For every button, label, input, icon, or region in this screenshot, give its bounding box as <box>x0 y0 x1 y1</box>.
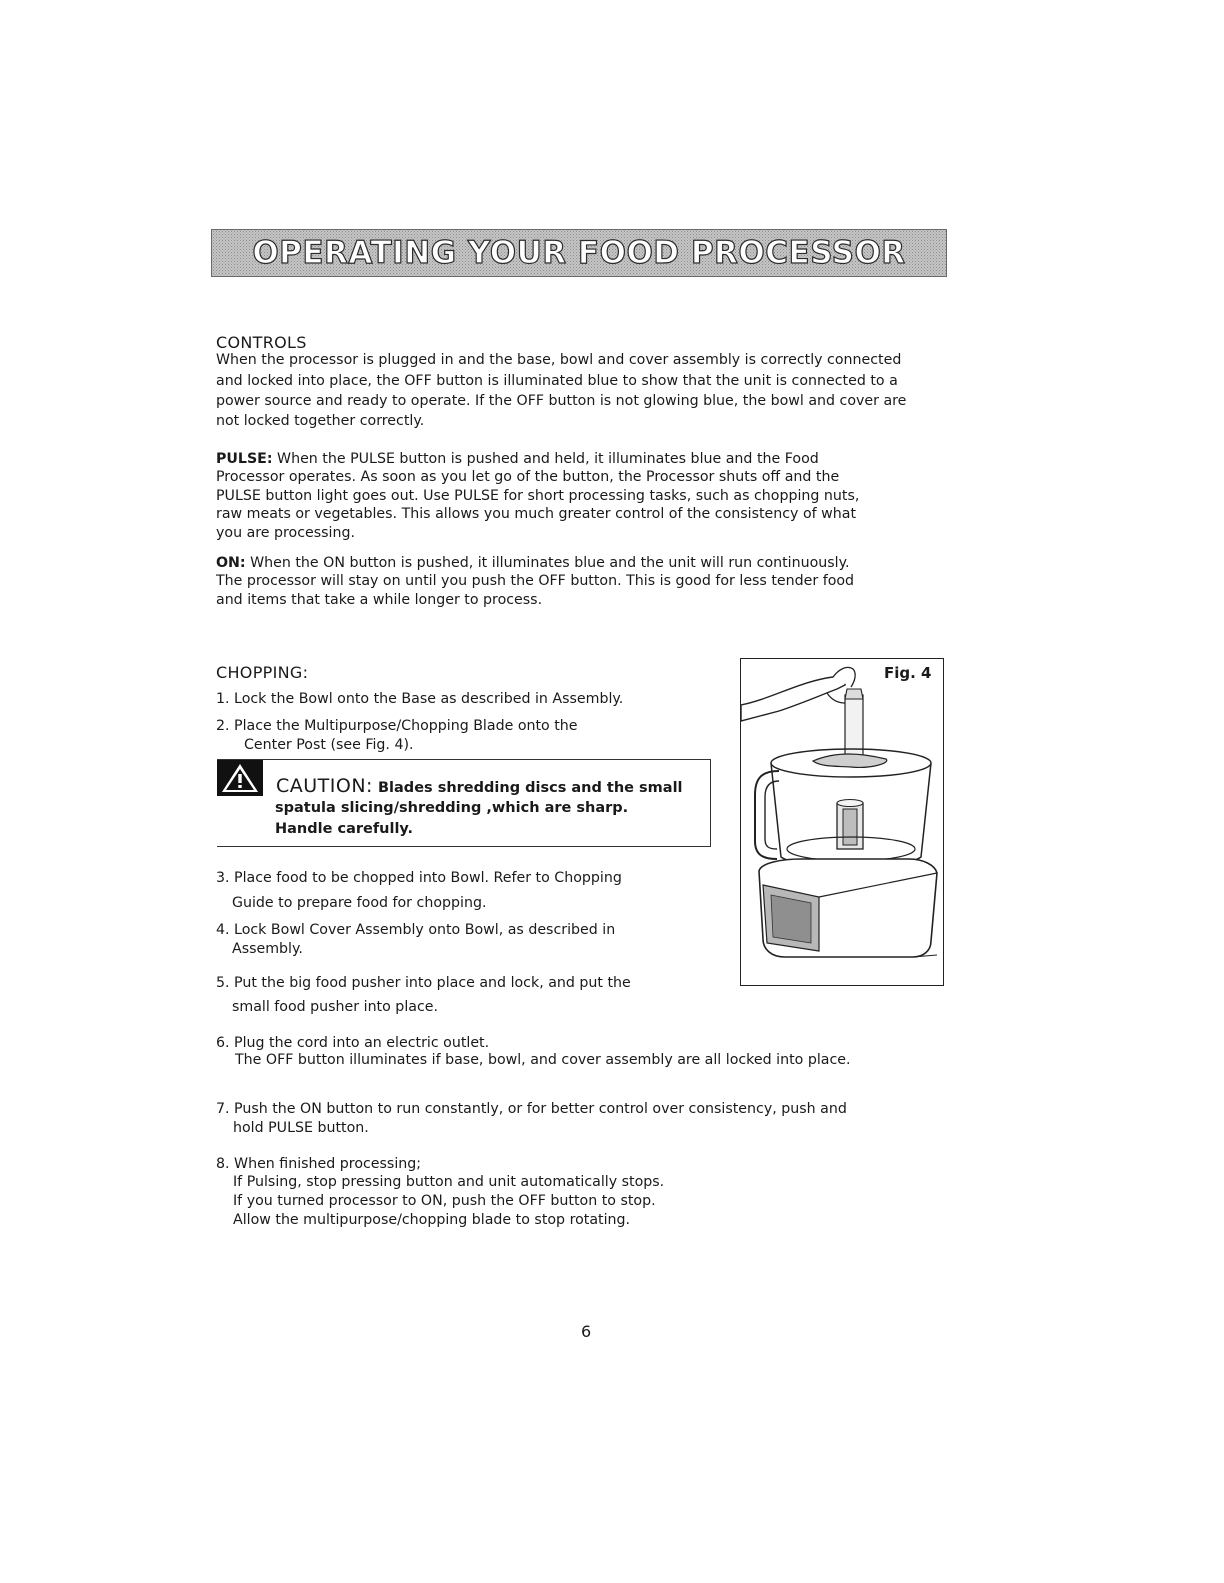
page-number: 6 <box>581 1322 592 1341</box>
chopping-step-7-cont: hold PULSE button. <box>233 1120 369 1136</box>
chopping-step-3: 3. Place food to be chopped into Bowl. Refer to Chopping <box>216 870 622 886</box>
controls-line: and locked into place, the OFF button is illuminated blue to show that the unit is connected to a <box>216 373 898 389</box>
chopping-step-8: 8. When finished processing; <box>216 1156 422 1172</box>
chopping-step-5: 5. Put the big food pusher into place and lock, and put the <box>216 975 631 991</box>
chopping-step-8-line: If you turned processor to ON, push the OFF button to stop. <box>233 1193 656 1209</box>
chopping-step-8-line: Allow the multipurpose/chopping blade to stop rotating. <box>233 1212 631 1228</box>
figure-label: Fig. 4 <box>884 664 932 682</box>
controls-line: When the processor is plugged in and the base, bowl and cover assembly is correctly connected <box>216 352 902 368</box>
pulse-first-text: When the PULSE button is pushed and held, it illuminates blue and the Food <box>272 451 819 467</box>
chopping-step-2-cont: Center Post (see Fig. 4). <box>244 737 414 753</box>
pulse-line: you are processing. <box>216 525 355 541</box>
chopping-step-7: 7. Push the ON button to run constantly, or for better control over consistency, push and <box>216 1101 847 1117</box>
chopping-step-6-cont: The OFF button illuminates if base, bowl, and cover assembly are all locked into place. <box>235 1052 851 1068</box>
caution-label: CAUTION: <box>276 775 373 797</box>
caution-line-2: spatula slicing/shredding ,which are sharp. <box>275 800 629 816</box>
on-line: and items that take a while longer to process. <box>216 592 543 608</box>
chopping-step-8-line: If Pulsing, stop pressing button and unit automatically stops. <box>233 1174 665 1190</box>
pulse-line: Processor operates. As soon as you let go of the button, the Processor shuts off and the <box>216 469 840 485</box>
warning-icon <box>217 760 263 796</box>
pulse-line: raw meats or vegetables. This allows you much greater control of the consistency of what <box>216 506 857 522</box>
controls-line: not locked together correctly. <box>216 413 425 429</box>
chopping-step-5-cont: small food pusher into place. <box>232 999 438 1015</box>
page-title: OPERATING YOUR FOOD PROCESSOR <box>252 235 906 271</box>
caution-line-3: Handle carefully. <box>275 821 414 837</box>
chopping-step-2: 2. Place the Multipurpose/Chopping Blade onto the <box>216 718 578 734</box>
chopping-heading: CHOPPING: <box>216 663 309 682</box>
on-first-text: When the ON button is pushed, it illuminates blue and the unit will run continuously. <box>245 555 850 571</box>
chopping-step-6: 6. Plug the cord into an electric outlet. <box>216 1035 490 1051</box>
caution-text-1: Blades shredding discs and the small <box>372 780 683 796</box>
title-banner <box>211 229 947 277</box>
on-label: ON: <box>216 555 246 571</box>
chopping-step-1: 1. Lock the Bowl onto the Base as described in Assembly. <box>216 691 624 707</box>
food-processor-illustration <box>741 659 942 984</box>
pulse-line: PULSE button light goes out. Use PULSE for short processing tasks, such as chopping nuts, <box>216 488 860 504</box>
controls-heading: CONTROLS <box>216 333 307 352</box>
on-line: The processor will stay on until you push the OFF button. This is good for less tender food <box>216 573 855 589</box>
figure-4-box <box>740 658 944 986</box>
controls-line: power source and ready to operate. If the OFF button is not glowing blue, the bowl and cover are <box>216 393 907 409</box>
chopping-step-3-cont: Guide to prepare food for chopping. <box>232 895 487 911</box>
chopping-step-4-cont: Assembly. <box>232 941 303 957</box>
caution-line-1 <box>276 775 683 797</box>
pulse-paragraph-first-line <box>216 450 819 469</box>
pulse-label: PULSE: <box>216 451 273 467</box>
chopping-step-4: 4. Lock Bowl Cover Assembly onto Bowl, as described in <box>216 922 616 938</box>
on-paragraph-first-line <box>216 554 850 573</box>
